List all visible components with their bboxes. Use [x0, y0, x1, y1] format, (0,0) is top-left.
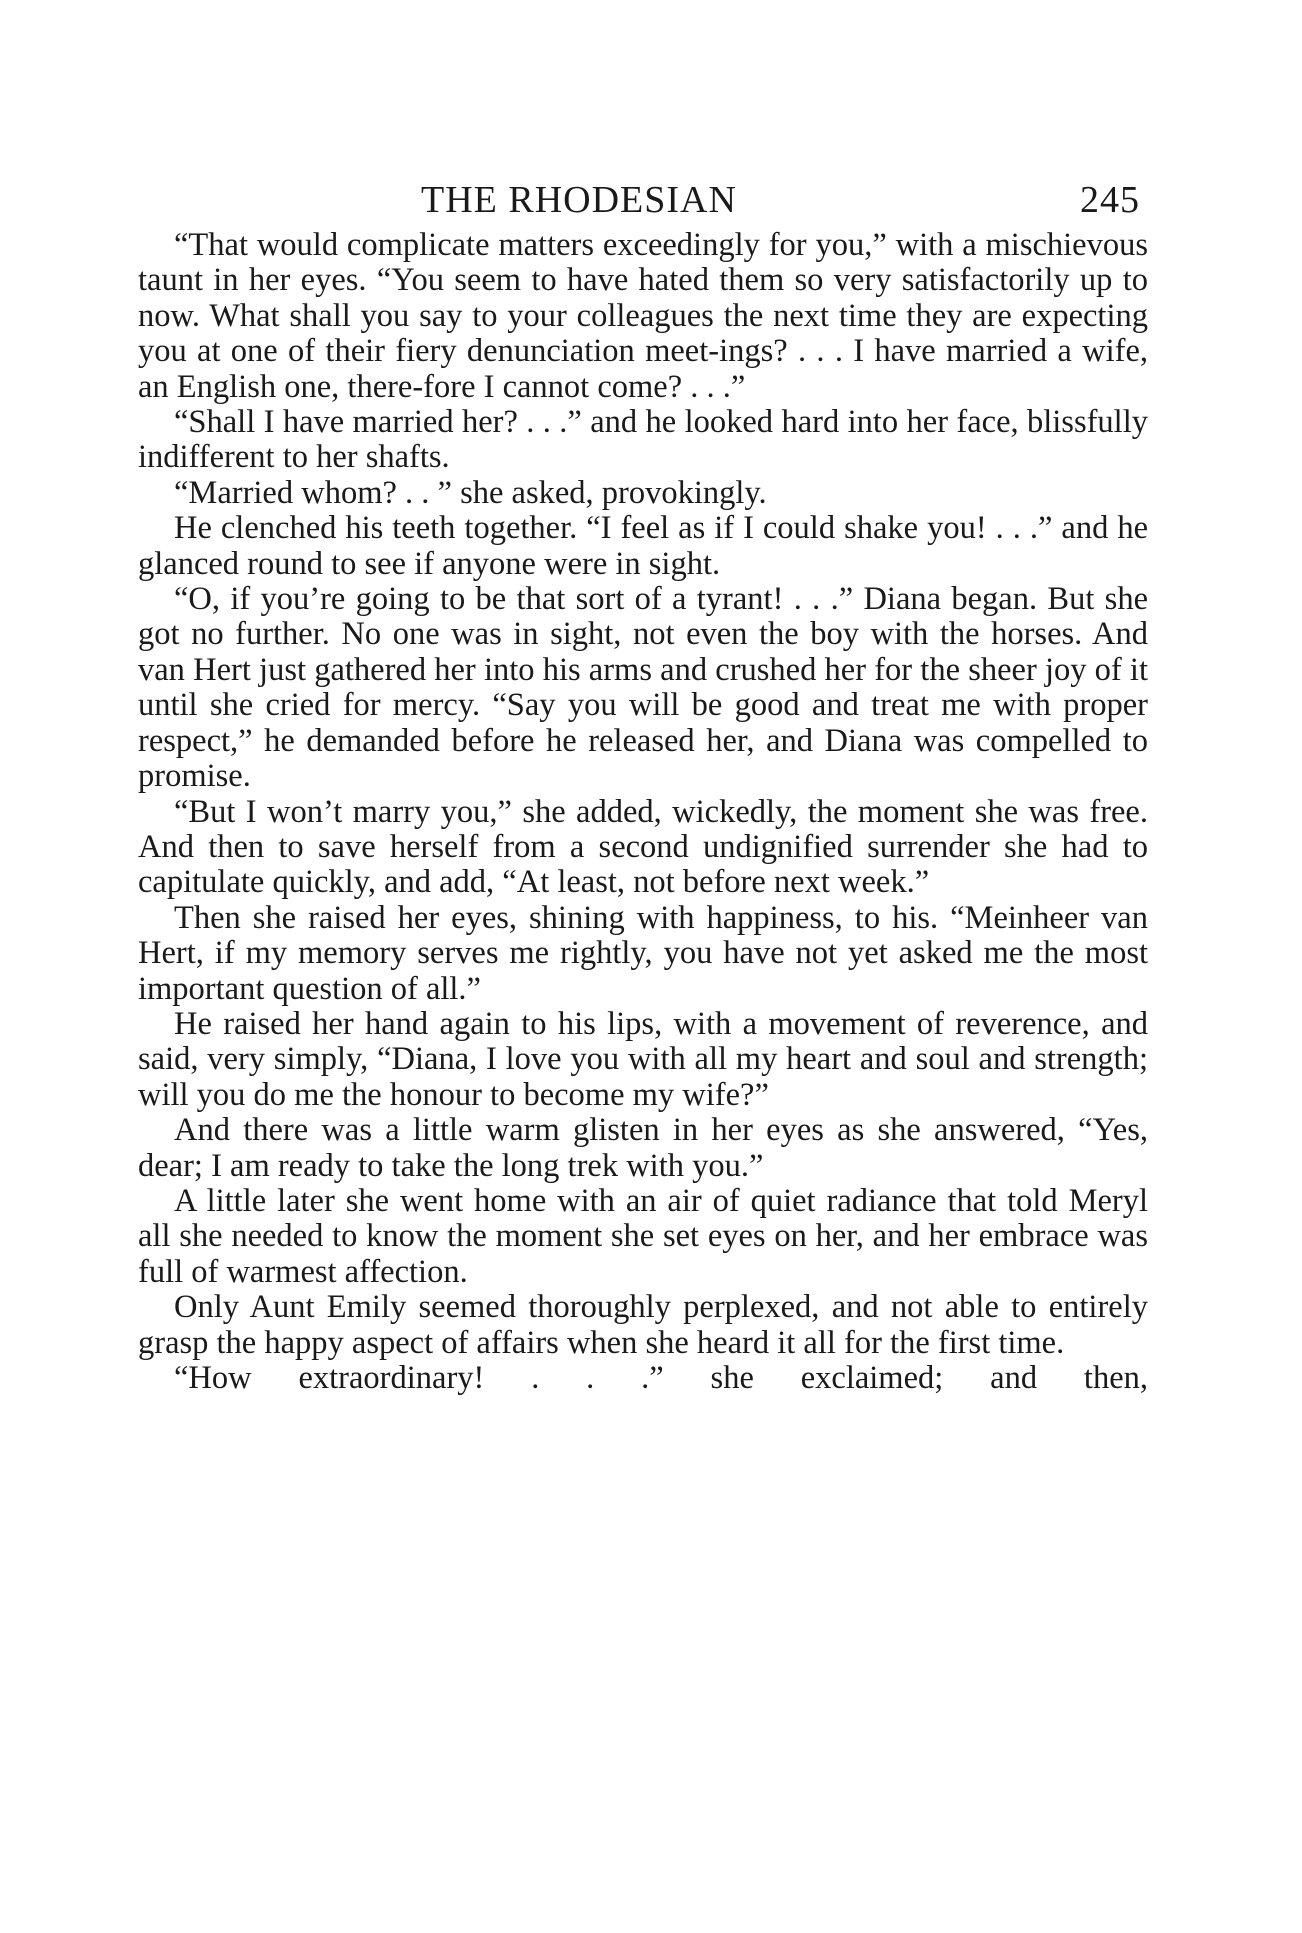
- paragraph: Only Aunt Emily seemed thoroughly perplexed, and not able to entirely grasp the happy aspect of affairs when she heard it all for the first time.: [138, 1289, 1148, 1361]
- paragraph: “But I won’t marry you,” she added, wickedly, the moment she was free. And then to save herself from a second undignified surrender she had to capitulate quickly, and add, “At least, not before next week.”: [138, 793, 1148, 901]
- paragraph: “O, if you’re going to be that sort of a tyrant! . . .” Diana began. But she got no further. No one was in sight, not even the boy with the horses. And van Hert just gathered her into his arms and crushed her for the sheer joy of it until she cried for mercy. “Say you will be good and treat me with proper respect,” he demanded before he released her, and Diana was compelled to promise.: [138, 581, 1148, 795]
- running-header: [138, 178, 1148, 228]
- book-page: [138, 178, 1148, 1396]
- paragraph: “That would complicate matters exceedingly for you,” with a mischievous taunt in her eyes. “You seem to have hated them so very satisfactorily up to now. What shall you say to your colleagues the next time they are expecting you at one of their fiery denunciation meet-ings? . . . I have married a wife, an English one, there-fore I cannot come? . . .”: [138, 227, 1148, 405]
- paragraph: A little later she went home with an air of quiet radiance that told Meryl all she needed to know the moment she set eyes on her, and her embrace was full of warmest affection.: [138, 1182, 1148, 1290]
- paragraph: And there was a little warm glisten in her eyes as she answered, “Yes, dear; I am ready to take the long trek with you.”: [138, 1112, 1148, 1184]
- body-text: [138, 228, 1148, 1396]
- paragraph: He raised her hand again to his lips, with a movement of reverence, and said, very simply, “Diana, I love you with all my heart and soul and strength; will you do me the honour to become my wife?”: [138, 1005, 1148, 1113]
- running-title: THE RHODESIAN: [421, 179, 737, 221]
- paragraph: “Shall I have married her? . . .” and he looked hard into her face, blissfully indifferent to her shafts.: [138, 404, 1148, 476]
- paragraph: “How extraordinary! . . .” she exclaimed; and then,: [174, 1360, 1148, 1396]
- paragraph: He clenched his teeth together. “I feel as if I could shake you! . . .” and he glanced round to see if anyone were in sight.: [138, 510, 1148, 582]
- paragraph: Then she raised her eyes, shining with happiness, to his. “Meinheer van Hert, if my memory serves me rightly, you have not yet asked me the most important question of all.”: [138, 899, 1148, 1007]
- paragraph: “Married whom? . . ” she asked, provokingly.: [174, 474, 767, 511]
- page-number: 245: [1080, 179, 1140, 221]
